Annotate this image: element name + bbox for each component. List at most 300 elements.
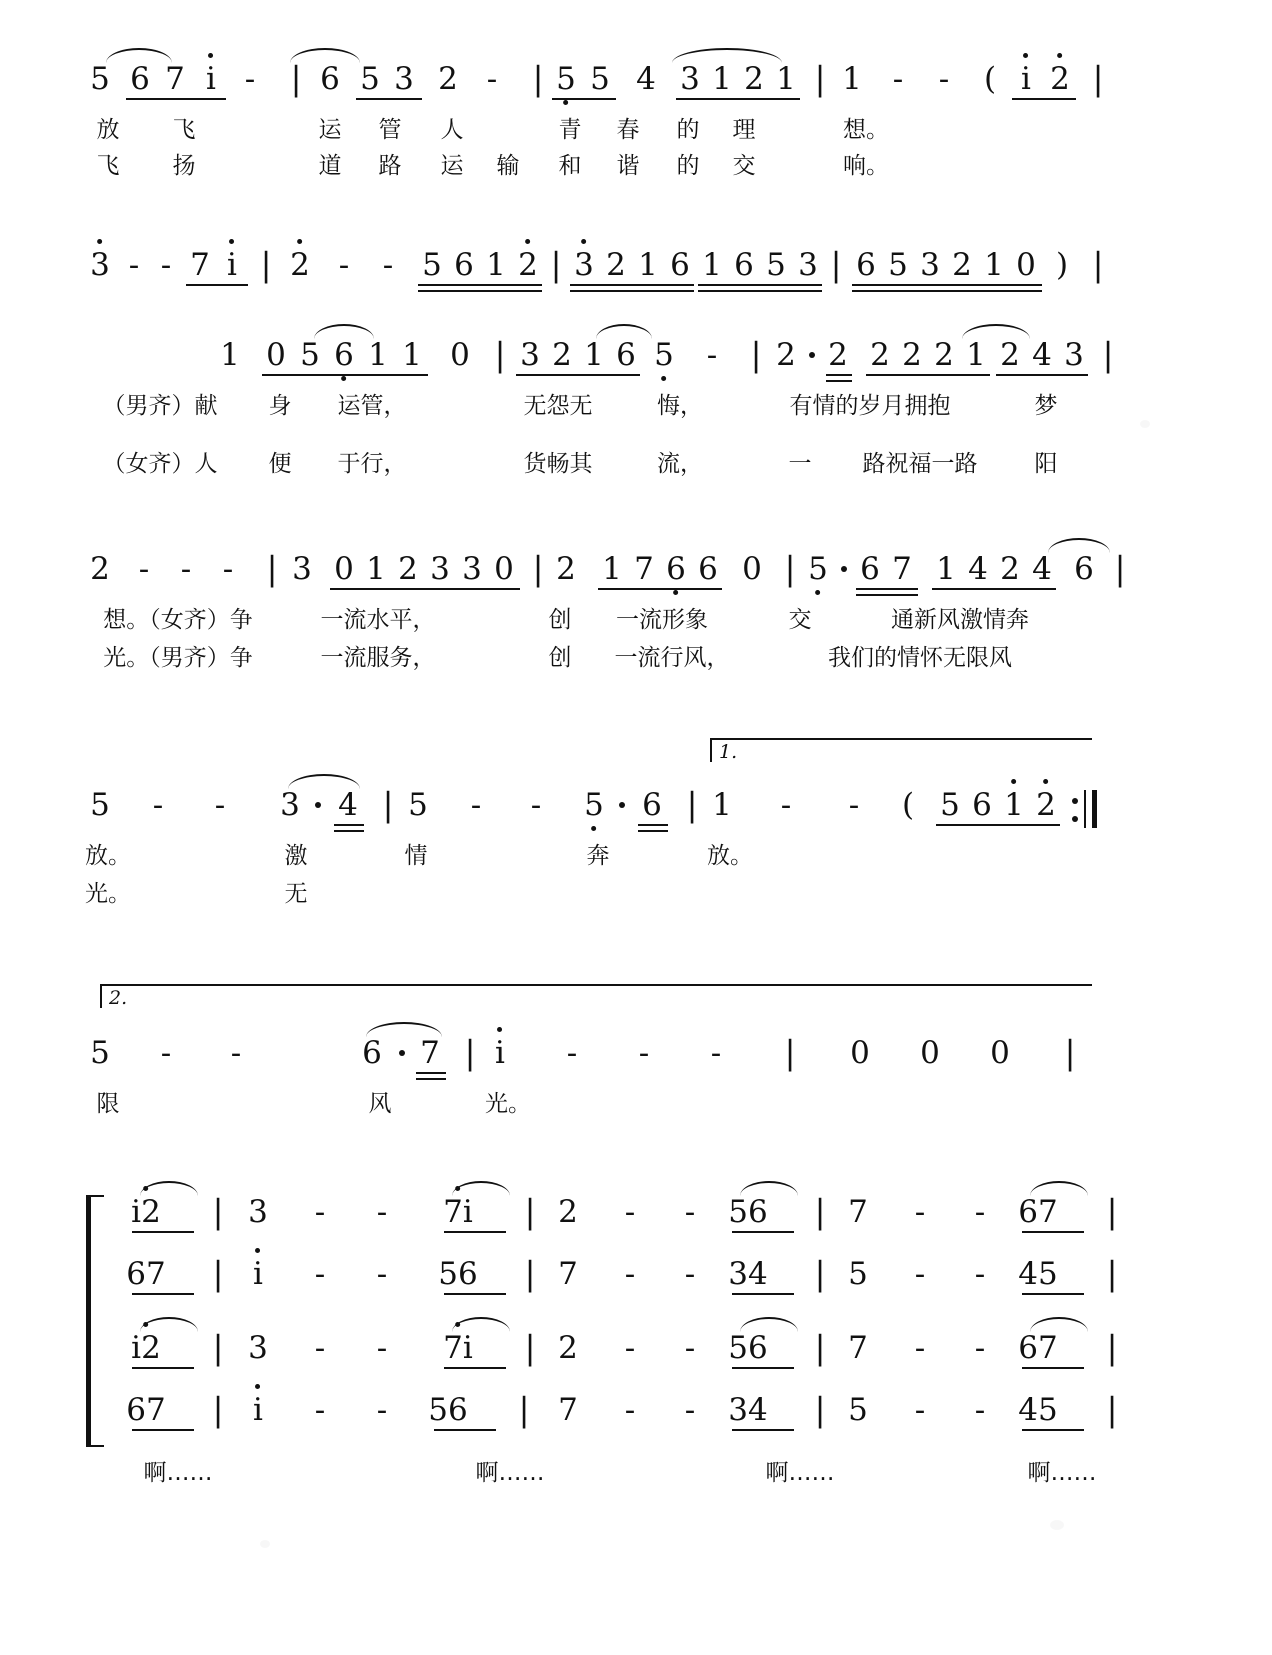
note: 5 — [556, 61, 576, 97]
beam — [996, 374, 1088, 376]
note: 2 — [902, 337, 922, 373]
barline: | — [814, 1254, 826, 1293]
beam — [132, 1231, 194, 1233]
barline: | — [1092, 245, 1104, 284]
note: 5 — [584, 787, 604, 823]
lyric-phrase: 身 — [268, 393, 292, 419]
sustain-dash: - — [214, 787, 226, 823]
note: 5 — [408, 787, 428, 823]
barline: | — [784, 1033, 796, 1072]
lyric-phrase: 一 — [788, 451, 812, 477]
note: 6 — [642, 787, 662, 823]
repeat-dot — [1072, 816, 1078, 822]
note: 67 — [126, 1256, 166, 1292]
note: 3 — [520, 337, 540, 373]
lyric-phrase: 路祝福一路 — [862, 451, 978, 477]
note: i2 — [131, 1194, 161, 1230]
lyric-syllable: 的 — [676, 153, 700, 179]
sustain-dash: - — [222, 551, 234, 587]
note: i — [253, 1392, 263, 1428]
beam — [552, 98, 616, 100]
sustain-dash: - — [314, 1330, 326, 1366]
note: i — [1021, 61, 1031, 97]
note: 1 — [368, 337, 388, 373]
sustain-dash: - — [914, 1330, 926, 1366]
note: 34 — [728, 1392, 768, 1428]
note: 56 — [728, 1330, 768, 1366]
barline: | — [524, 1254, 536, 1293]
beam — [434, 1429, 496, 1431]
note: 6 — [734, 247, 754, 283]
lyric-syllable: 青 — [558, 117, 582, 143]
augmentation-dot — [809, 352, 815, 358]
note: 1 — [966, 337, 986, 373]
beam — [1012, 98, 1076, 100]
note: 5 — [848, 1256, 868, 1292]
rest: 0 — [742, 551, 762, 587]
sustain-dash: - — [974, 1392, 986, 1428]
lyric-syllable: 人 — [440, 117, 464, 143]
sustain-dash: - — [892, 61, 904, 97]
voice-row-4 — [0, 1390, 1272, 1459]
note: 67 — [126, 1392, 166, 1428]
note: 2 — [606, 247, 626, 283]
beam — [126, 98, 226, 100]
paren-open: ( — [983, 61, 997, 97]
lyric-phrase: 放。 — [85, 843, 131, 869]
beam — [936, 824, 1060, 826]
sustain-dash: - — [706, 337, 718, 373]
lyric-phrase: 一流行风， — [614, 645, 730, 671]
final-chorus-system — [0, 1192, 1272, 1503]
sustain-dash: - — [638, 1035, 650, 1071]
lyric-phrase: 限 — [96, 1091, 120, 1117]
barline: | — [532, 549, 544, 588]
rest: 0 — [920, 1035, 940, 1071]
sustain-dash: - — [160, 247, 172, 283]
note: 7 — [190, 247, 210, 283]
sustain-dash: - — [848, 787, 860, 823]
sustain-dash: - — [338, 247, 350, 283]
note: 1 — [712, 787, 732, 823]
note: 4 — [968, 551, 988, 587]
sustain-dash: - — [914, 1256, 926, 1292]
beam — [826, 380, 852, 382]
sustain-dash: - — [160, 1035, 172, 1071]
paren-close: ) — [1055, 247, 1069, 283]
lyric-syllable: 和 — [558, 153, 582, 179]
note: 7 — [165, 61, 185, 97]
lyric-syllable: 理 — [732, 117, 756, 143]
barline: | — [814, 1390, 826, 1429]
beam — [698, 290, 822, 292]
sustain-dash: - — [230, 1035, 242, 1071]
beam — [732, 1293, 794, 1295]
note: 6 — [670, 247, 690, 283]
note: 56 — [728, 1194, 768, 1230]
lyric-phrase: 光。 — [85, 881, 131, 907]
lyric-row-1 — [0, 116, 1272, 152]
note: 5 — [654, 337, 674, 373]
lyric-phrase: 便 — [268, 451, 292, 477]
beam — [416, 1072, 446, 1074]
note: i — [227, 247, 237, 283]
sustain-dash: - — [376, 1330, 388, 1366]
barline: | — [212, 1328, 224, 1367]
beam — [334, 830, 364, 832]
lyric-syllable: 扬 — [172, 153, 196, 179]
note: 1 — [842, 61, 862, 97]
note: 6 — [860, 551, 880, 587]
music-system-3 — [0, 335, 1272, 490]
lyric-syllable: 想。 — [843, 117, 889, 143]
note: 2 — [776, 337, 796, 373]
lyric-phrase: （女齐）人 — [102, 451, 218, 477]
barline: | — [750, 335, 762, 374]
lyric-phrase: 我们的情怀无限风 — [828, 645, 1012, 671]
beam — [676, 98, 800, 100]
lyric-syllable: 放 — [96, 117, 120, 143]
barline: | — [212, 1254, 224, 1293]
note: 2 — [558, 1194, 578, 1230]
beam — [826, 374, 852, 376]
note: 1 — [366, 551, 386, 587]
beam — [732, 1429, 794, 1431]
beam — [866, 374, 990, 376]
note: 1 — [1004, 787, 1024, 823]
music-system-6 — [0, 1033, 1272, 1130]
note: 1 — [984, 247, 1004, 283]
sustain-dash: - — [938, 61, 950, 97]
sustain-dash: - — [314, 1194, 326, 1230]
note: 2 — [1000, 337, 1020, 373]
note: 3 — [574, 247, 594, 283]
paren-open: ( — [901, 787, 915, 823]
lyric-phrase: 啊…… — [1027, 1460, 1097, 1486]
barline: | — [290, 59, 302, 98]
barline: | — [1064, 1033, 1076, 1072]
sustain-dash: - — [128, 247, 140, 283]
note: 5 — [300, 337, 320, 373]
note: 5 — [888, 247, 908, 283]
sustain-dash: - — [710, 1035, 722, 1071]
notes-row — [0, 549, 1272, 606]
note: 3 — [90, 247, 110, 283]
note: 1 — [584, 337, 604, 373]
note: 3 — [280, 787, 300, 823]
lyric-phrase: 光。（男齐）争 — [103, 645, 253, 671]
lyric-phrase: 创 — [548, 607, 572, 633]
barline: | — [814, 59, 826, 98]
note: 2 — [552, 337, 572, 373]
note: 67 — [1018, 1194, 1058, 1230]
beam — [132, 1367, 194, 1369]
note: 5 — [766, 247, 786, 283]
lyric-syllable: 飞 — [96, 153, 120, 179]
lyric-phrase: 情 — [404, 843, 428, 869]
lyric-row-2 — [0, 450, 1272, 490]
note: 3 — [920, 247, 940, 283]
note: 5 — [90, 61, 110, 97]
sustain-dash: - — [780, 787, 792, 823]
lyric-phrase: 啊…… — [475, 1460, 545, 1486]
lyric-phrase: 创 — [548, 645, 572, 671]
note: 1 — [702, 247, 722, 283]
notes-row — [0, 59, 1272, 116]
lyric-phrase: 一流水平， — [320, 607, 436, 633]
note: 6 — [130, 61, 150, 97]
note: 6 — [454, 247, 474, 283]
chorus-lyric-row — [0, 1459, 1272, 1503]
note: 45 — [1018, 1256, 1058, 1292]
note: 4 — [636, 61, 656, 97]
sustain-dash: - — [314, 1392, 326, 1428]
lyric-row-1 — [0, 392, 1272, 450]
repeat-dot — [1072, 798, 1078, 804]
augmentation-dot — [315, 802, 321, 808]
note: 7 — [558, 1256, 578, 1292]
barline: | — [784, 549, 796, 588]
sustain-dash: - — [180, 551, 192, 587]
note: 3 — [680, 61, 700, 97]
note: 3 — [292, 551, 312, 587]
sustain-dash: - — [914, 1392, 926, 1428]
barline: | — [524, 1192, 536, 1231]
note: 2 — [290, 247, 310, 283]
lyric-phrase: 奔 — [586, 843, 610, 869]
note: 2 — [744, 61, 764, 97]
sustain-dash: - — [566, 1035, 578, 1071]
note: 2 — [438, 61, 458, 97]
note: 5 — [808, 551, 828, 587]
note: i — [495, 1035, 505, 1071]
lyric-syllable: 谐 — [616, 153, 640, 179]
barline: | — [1106, 1192, 1118, 1231]
beam — [856, 588, 918, 590]
note: 1 — [486, 247, 506, 283]
note: 6 — [1074, 551, 1094, 587]
beam — [732, 1231, 794, 1233]
sustain-dash: - — [382, 247, 394, 283]
note: 45 — [1018, 1392, 1058, 1428]
rest: 0 — [266, 337, 286, 373]
note: 5 — [590, 61, 610, 97]
sustain-dash: - — [244, 61, 256, 97]
paper-blemish — [1050, 1520, 1064, 1530]
lyric-phrase: 激 — [284, 843, 308, 869]
lyric-phrase: 风 — [368, 1091, 392, 1117]
note: 1 — [638, 247, 658, 283]
rest: 0 — [990, 1035, 1010, 1071]
note: 5 — [848, 1392, 868, 1428]
note: 2 — [556, 551, 576, 587]
paper-blemish — [260, 1540, 270, 1548]
note: 3 — [798, 247, 818, 283]
note: 2 — [90, 551, 110, 587]
lyric-syllable: 的 — [676, 117, 700, 143]
beam — [852, 284, 1042, 286]
lyric-row-1 — [0, 606, 1272, 644]
lyric-row-1 — [0, 842, 1272, 880]
first-ending-bracket — [710, 738, 1092, 762]
sustain-dash: - — [624, 1330, 636, 1366]
lyric-syllable: 运 — [440, 153, 464, 179]
barline: | — [266, 549, 278, 588]
beam — [186, 284, 248, 286]
note: 7 — [848, 1194, 868, 1230]
beam — [444, 1293, 506, 1295]
augmentation-dot — [619, 802, 625, 808]
barline: | — [382, 785, 394, 824]
sustain-dash: - — [974, 1256, 986, 1292]
note: 5 — [940, 787, 960, 823]
repeat-barline — [1092, 790, 1097, 828]
sustain-dash: - — [376, 1256, 388, 1292]
sustain-dash: - — [530, 787, 542, 823]
lyric-phrase: 有情的岁月拥抱 — [789, 393, 951, 419]
beam — [444, 1231, 506, 1233]
lyric-syllable: 输 — [496, 153, 520, 179]
note: 4 — [338, 787, 358, 823]
ending-label: 1. — [719, 741, 738, 763]
beam — [1022, 1367, 1084, 1369]
music-system-5 — [0, 785, 1272, 916]
beam — [418, 290, 542, 292]
barline: | — [212, 1390, 224, 1429]
note: 6 — [334, 337, 354, 373]
barline: | — [1092, 59, 1104, 98]
lyric-phrase: 啊…… — [765, 1460, 835, 1486]
rest: 0 — [850, 1035, 870, 1071]
note: 3 — [462, 551, 482, 587]
barline: | — [494, 335, 506, 374]
rest: 0 — [494, 551, 514, 587]
note: i — [206, 61, 216, 97]
note: 7i — [443, 1194, 473, 1230]
note: 7 — [634, 551, 654, 587]
voice-row-3 — [0, 1328, 1272, 1393]
note: 6 — [616, 337, 636, 373]
beam — [852, 290, 1042, 292]
barline: | — [814, 1328, 826, 1367]
lyric-phrase: 一流服务， — [320, 645, 436, 671]
note: 1 — [776, 61, 796, 97]
lyric-phrase: 悔， — [657, 393, 703, 419]
note: 1 — [220, 337, 240, 373]
note: 2 — [1050, 61, 1070, 97]
music-system-1 — [0, 59, 1272, 186]
note: 3 — [1064, 337, 1084, 373]
note: 56 — [428, 1392, 468, 1428]
lyric-phrase: 放。 — [707, 843, 753, 869]
note: 5 — [90, 787, 110, 823]
lyric-row-1 — [0, 1090, 1272, 1130]
barline: | — [814, 1192, 826, 1231]
sustain-dash: - — [376, 1194, 388, 1230]
second-ending-bracket — [100, 984, 1092, 1008]
note: 4 — [1032, 337, 1052, 373]
beam — [416, 1078, 446, 1080]
beam — [262, 374, 428, 376]
barline: | — [550, 245, 562, 284]
note: 1 — [602, 551, 622, 587]
barline: | — [464, 1033, 476, 1072]
rest: 0 — [334, 551, 354, 587]
music-system-2 — [0, 245, 1272, 302]
sustain-dash: - — [152, 787, 164, 823]
beam — [334, 824, 364, 826]
note: 1 — [402, 337, 422, 373]
lyric-row-2 — [0, 644, 1272, 680]
barline: | — [518, 1390, 530, 1429]
beam — [444, 1367, 506, 1369]
sustain-dash: - — [914, 1194, 926, 1230]
sustain-dash: - — [624, 1256, 636, 1292]
beam — [1022, 1429, 1084, 1431]
beam — [132, 1429, 194, 1431]
barline: | — [686, 785, 698, 824]
note: 1 — [712, 61, 732, 97]
note: 2 — [398, 551, 418, 587]
rest: 0 — [450, 337, 470, 373]
beam — [932, 588, 1056, 590]
beam — [1022, 1293, 1084, 1295]
augmentation-dot — [841, 566, 847, 572]
note: 3 — [248, 1330, 268, 1366]
beam — [570, 284, 694, 286]
voice-row-1 — [0, 1192, 1272, 1257]
beam — [516, 374, 640, 376]
note: 2 — [518, 247, 538, 283]
sustain-dash: - — [974, 1194, 986, 1230]
beam — [698, 284, 822, 286]
note: 7 — [558, 1392, 578, 1428]
barline-thin — [1084, 790, 1086, 828]
sustain-dash: - — [624, 1392, 636, 1428]
lyric-row-2 — [0, 152, 1272, 186]
note: 2 — [952, 247, 972, 283]
note: 2 — [1036, 787, 1056, 823]
sustain-dash: - — [684, 1330, 696, 1366]
barline: | — [1114, 549, 1126, 588]
note: 6 — [856, 247, 876, 283]
note: 5 — [360, 61, 380, 97]
note: 6 — [320, 61, 340, 97]
lyric-syllable: 道 — [318, 153, 342, 179]
note: 56 — [438, 1256, 478, 1292]
note: 6 — [972, 787, 992, 823]
lyric-phrase: 阳 — [1034, 451, 1058, 477]
beam — [856, 594, 918, 596]
music-system-4 — [0, 549, 1272, 680]
notes-row — [0, 335, 1272, 392]
sustain-dash: - — [470, 787, 482, 823]
ending-label: 2. — [109, 987, 128, 1009]
beam — [638, 830, 668, 832]
sustain-dash: - — [376, 1392, 388, 1428]
note: 6 — [362, 1035, 382, 1071]
sustain-dash: - — [974, 1330, 986, 1366]
lyric-phrase: 货畅其 — [523, 451, 593, 477]
beam — [330, 588, 520, 590]
sustain-dash: - — [684, 1194, 696, 1230]
note: 7 — [848, 1330, 868, 1366]
lyric-phrase: （男齐）献 — [102, 393, 218, 419]
sustain-dash: - — [624, 1194, 636, 1230]
sustain-dash: - — [684, 1392, 696, 1428]
note: i2 — [131, 1330, 161, 1366]
notes-row — [0, 1033, 1272, 1090]
